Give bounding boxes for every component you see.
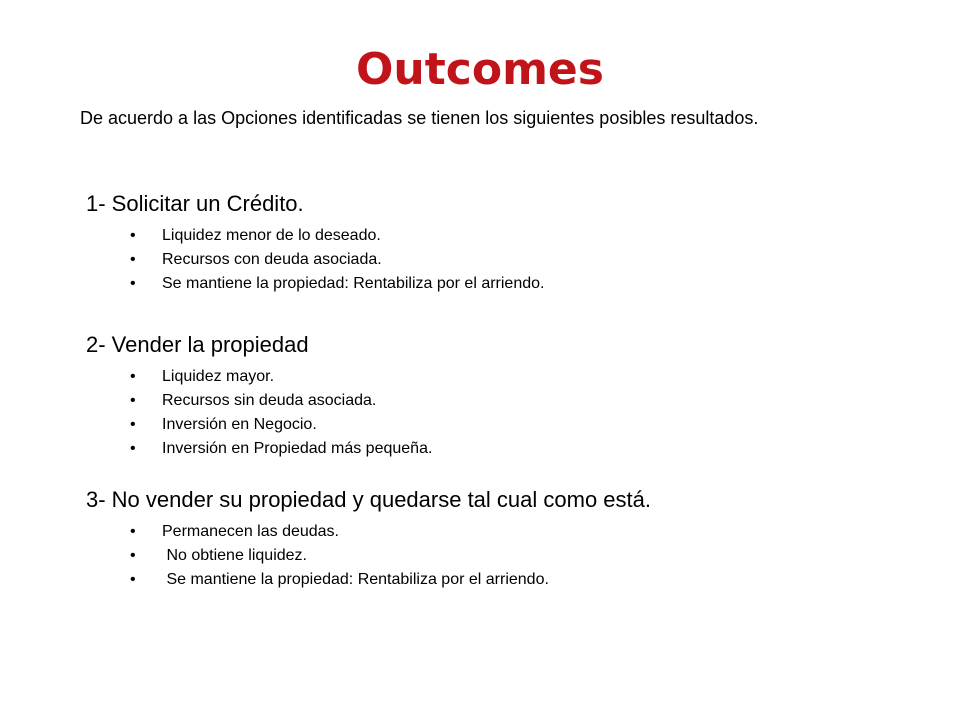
list-item (86, 272, 886, 296)
bullet-list (86, 365, 886, 461)
section-heading: 1- Solicitar un Crédito. (86, 191, 304, 216)
list-item (86, 389, 886, 413)
list-item (86, 224, 886, 248)
bullet-text: No obtiene liquidez. (162, 547, 307, 564)
section-solicitar-credito (86, 190, 886, 296)
bullet-text: Se mantiene la propiedad: Rentabiliza por el arriendo. (162, 571, 549, 588)
list-item (86, 365, 886, 389)
section-no-vender (86, 486, 886, 592)
list-item (86, 520, 886, 544)
bullet-icon: • (130, 571, 136, 588)
bullet-icon: • (130, 227, 136, 244)
slide-title: Outcomes (356, 44, 604, 95)
list-item (86, 248, 886, 272)
list-item (86, 544, 886, 568)
bullet-text: Liquidez mayor. (162, 368, 275, 385)
list-item (86, 437, 886, 461)
bullet-icon: • (130, 275, 136, 292)
section-heading: 3- No vender su propiedad y quedarse tal cual como está. (86, 487, 651, 512)
bullet-icon: • (130, 368, 136, 385)
bullet-icon: • (130, 251, 136, 268)
bullet-icon: • (130, 416, 136, 433)
bullet-icon: • (130, 547, 136, 564)
bullet-text: Recursos sin deuda asociada. (162, 392, 377, 409)
bullet-text: Se mantiene la propiedad: Rentabiliza por el arriendo. (162, 275, 545, 292)
bullet-list (86, 224, 886, 296)
bullet-text: Inversión en Negocio. (162, 416, 317, 433)
bullet-list (86, 520, 886, 592)
intro-text: De acuerdo a las Opciones identificadas se tienen los siguientes posibles resultados. (80, 108, 759, 128)
section-vender-propiedad (86, 331, 886, 461)
bullet-icon: • (130, 392, 136, 409)
list-item (86, 568, 886, 592)
bullet-icon: • (130, 523, 136, 540)
bullet-icon: • (130, 440, 136, 457)
bullet-text: Liquidez menor de lo deseado. (162, 227, 381, 244)
bullet-text: Recursos con deuda asociada. (162, 251, 382, 268)
list-item (86, 413, 886, 437)
bullet-text: Permanecen las deudas. (162, 523, 339, 540)
section-heading: 2- Vender la propiedad (86, 332, 309, 357)
bullet-text: Inversión en Propiedad más pequeña. (162, 440, 433, 457)
